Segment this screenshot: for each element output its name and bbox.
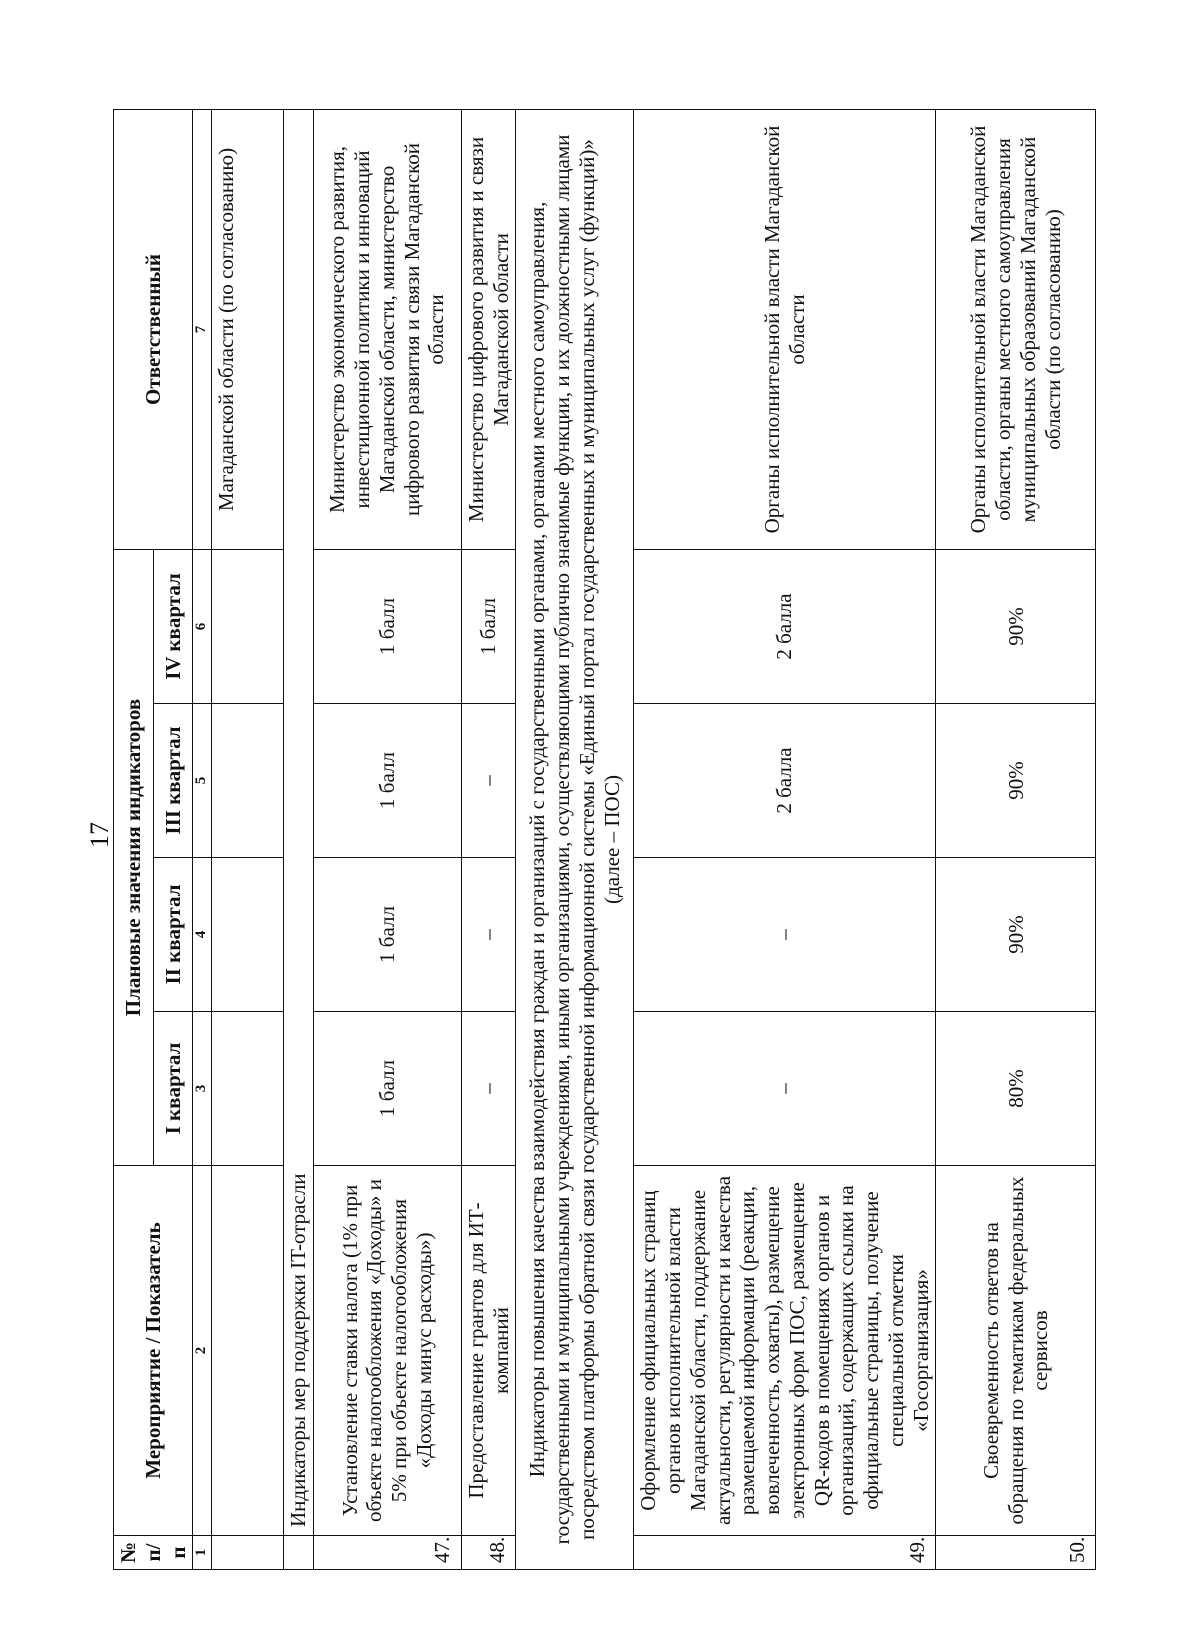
section-it-title: Индикаторы мер поддержки IT-отрасли	[283, 110, 313, 1536]
row-q3: 2 балла	[634, 704, 936, 858]
col-plan-header: Плановые значения индикаторов	[114, 550, 154, 1166]
row-number: 50.	[936, 1536, 1096, 1570]
row-q2: 1 балл	[313, 858, 461, 1012]
row-responsible: Органы исполнительной власти Магаданской области	[634, 110, 936, 550]
index-row	[193, 110, 212, 1570]
index-cell: 2	[193, 1166, 212, 1536]
index-cell: 3	[193, 1012, 212, 1166]
row-q3: –	[461, 704, 516, 858]
row-q1: –	[634, 1012, 936, 1166]
row-q3: 1 балл	[313, 704, 461, 858]
q1-header: I квартал	[153, 1012, 193, 1166]
row-event: Своевременность ответов на обращения по тематикам федеральных сервисов	[936, 1166, 1096, 1536]
row-number: 47.	[313, 1536, 461, 1570]
section-row	[283, 110, 313, 1570]
table-row	[634, 110, 936, 1570]
q4-header: IV квартал	[153, 550, 193, 704]
row-event: Предоставление грантов для ИТ-компаний	[461, 1166, 516, 1536]
index-cell: 4	[193, 858, 212, 1012]
row-q4: 1 балл	[461, 550, 516, 704]
table-row	[461, 110, 516, 1570]
row-event: Оформление официальных страниц органов исполнительной власти Магаданской области, поддержание актуальности, регулярности и качества размещаемой информации (реакции, вовлеченность, охваты), размещение электронных форм ПОС, размещение QR-кодов в помещениях органов и организаций, содержащих ссылки на официальные страницы, получение специальной отметки «Госорганизация»	[634, 1166, 936, 1536]
col-event-header: Мероприятие / Показатель	[114, 1166, 193, 1536]
col-num-header: № п/п	[114, 1536, 193, 1570]
index-cell: 7	[193, 110, 212, 550]
row-event: Установление ставки налога (1% при объекте налогообложения «Доходы» и 5% при объекте налогообложения «Доходы минус расходы»)	[313, 1166, 461, 1536]
table-row	[313, 110, 461, 1570]
rotated-table-wrapper	[113, 110, 1089, 1570]
row-q1: 80%	[936, 1012, 1096, 1166]
continuation-responsible: Магаданской области (по согласованию)	[211, 110, 283, 550]
row-q2: –	[634, 858, 936, 1012]
q2-header: II квартал	[153, 858, 193, 1012]
section-pos-title: Индикаторы повышения качества взаимодействия граждан и организаций с государственными органами, органами местного самоуправления, государственными и муниципальными учреждениями, иными организациями, осуществляющими публично значимые функции, и их должностными лицами посредством платформы обратной связи государственной информационной системы «Единый портал государственных и муниципальных услуг (функций)» (далее – ПОС)	[516, 110, 634, 1570]
row-number: 49.	[634, 1536, 936, 1570]
row-q1: –	[461, 1012, 516, 1166]
q3-header: III квартал	[153, 704, 193, 858]
index-cell: 5	[193, 704, 212, 858]
index-cell: 6	[193, 550, 212, 704]
row-responsible: Министерство экономического развития, инвестиционной политики и инноваций Магаданской области, министерство цифрового развития и связи Магаданской области	[313, 110, 461, 550]
header-row-1	[114, 110, 154, 1570]
col-resp-header: Ответственный	[114, 110, 193, 550]
row-responsible: Органы исполнительной власти Магаданской области, органы местного самоуправления муниципальных образований Магаданской области (по согласованию)	[936, 110, 1096, 550]
row-q3: 90%	[936, 704, 1096, 858]
section-row	[516, 110, 634, 1570]
indicators-table	[113, 109, 1096, 1570]
row-responsible: Министерство цифрового развития и связи Магаданской области	[461, 110, 516, 550]
table-row	[936, 110, 1096, 1570]
index-cell: 1	[193, 1536, 212, 1570]
page-number: 17	[85, 822, 114, 848]
row-q2: 90%	[936, 858, 1096, 1012]
row-q4: 90%	[936, 550, 1096, 704]
row-q1: 1 балл	[313, 1012, 461, 1166]
continuation-row	[211, 110, 283, 1570]
row-q4: 1 балл	[313, 550, 461, 704]
row-number: 48.	[461, 1536, 516, 1570]
row-q4: 2 балла	[634, 550, 936, 704]
row-q2: –	[461, 858, 516, 1012]
